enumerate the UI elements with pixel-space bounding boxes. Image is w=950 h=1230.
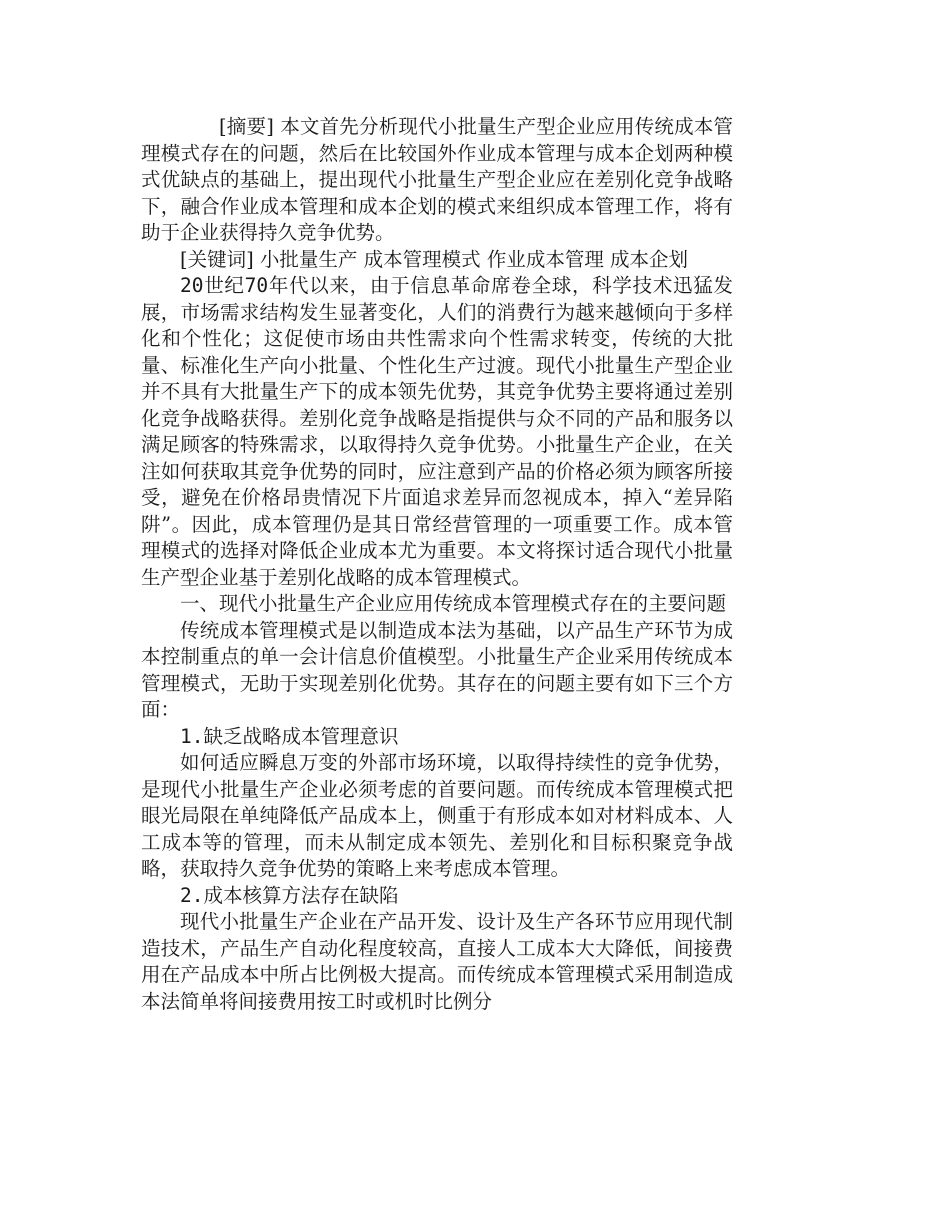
subsection-1-title: 缺乏战略成本管理意识: [203, 724, 399, 748]
subsection-1-number: 1.: [180, 724, 204, 748]
intro-text-century: 世纪: [203, 274, 245, 297]
keywords-text: 小批量生产 成本管理模式 作业成本管理 成本企划: [259, 247, 689, 271]
keywords-label: [关键词]: [180, 247, 254, 271]
subsection-2-title: 成本核算方法存在缺陷: [203, 883, 399, 907]
section-1-paragraph: 传统成本管理模式是以制造成本法为基础，以产品生产环节为成本控制重点的单一会计信息价值模型。小批量生产企业采用传统成本管理模式，无助于实现差别化优势。其存在的问题主要有如下三个方面：: [141, 618, 733, 721]
subsection-2-paragraph: 现代小批量生产企业在产品开发、设计及生产各环节应用现代制造技术，产品生产自动化程度较高，直接人工成本大大降低，间接费用在产品成本中所占比例极大提高。而传统成本管理模式采用制造成本法简单将间接费用按工时或机时比例分: [141, 910, 733, 1013]
abstract-text: 本文首先分析现代小批量生产型企业应用传统成本管理模式存在的问题，然后在比较国外作业成本管理与成本企划两种模式优缺点的基础上，提出现代小批量生产型企业应在差别化竞争战略下，融合作业成本管理和成本企划的模式来组织成本管理工作，将有助于企业获得持久竞争优势。: [141, 115, 734, 244]
intro-number-20: 20: [180, 274, 204, 297]
abstract-label: [摘要]: [219, 115, 274, 138]
section-1-heading: 一、现代小批量生产企业应用传统成本管理模式存在的主要问题: [180, 592, 727, 615]
document-page: [141, 114, 733, 1015]
subsection-2-number: 2.: [180, 883, 204, 907]
intro-text-rest: 年代以来，由于信息革命席卷全球，科学技术迅猛发展，市场需求结构发生显著变化，人们的消费行为越来越倾向于多样化和个性化；这促使市场由共性需求向个性需求转变，传统的大批量、标准化生产向小批量、个性化生产过渡。现代小批量生产型企业并不具有大批量生产下的成本领先优势，其竞争优势主要将通过差别化竞争战略获得。差别化竞争战略是指提供与众不同的产品和服务以满足顾客的特殊需求，以取得持久竞争优势。小批量生产企业，在关注如何获取其竞争优势的同时，应注意到产品的价格必须为顾客所接受，避免在价格昂贵情况下片面追求差异而忽视成本，掉入“差异陷阱”。因此，成本管理仍是其日常经营管理的一项重要工作。成本管理模式的选择对降低企业成本尤为重要。本文将探讨适合现代小批量生产型企业基于差别化战略的成本管理模式。: [141, 274, 733, 589]
intro-paragraph: [141, 273, 733, 591]
abstract-paragraph: [141, 114, 733, 247]
subsection-2-heading: [141, 883, 733, 910]
subsection-1-heading: [141, 724, 733, 751]
subsection-1-paragraph: 如何适应瞬息万变的外部市场环境，以取得持续性的竞争优势，是现代小批量生产企业必须考虑的首要问题。而传统成本管理模式把眼光局限在单纯降低产品成本上，侧重于有形成本如对材料成本、人工成本等的管理，而未从制定成本领先、差别化和目标积聚竞争战略，获取持久竞争优势的策略上来考虑成本管理。: [141, 751, 733, 880]
intro-number-70: 70: [244, 274, 269, 297]
keywords-paragraph: [141, 247, 733, 274]
